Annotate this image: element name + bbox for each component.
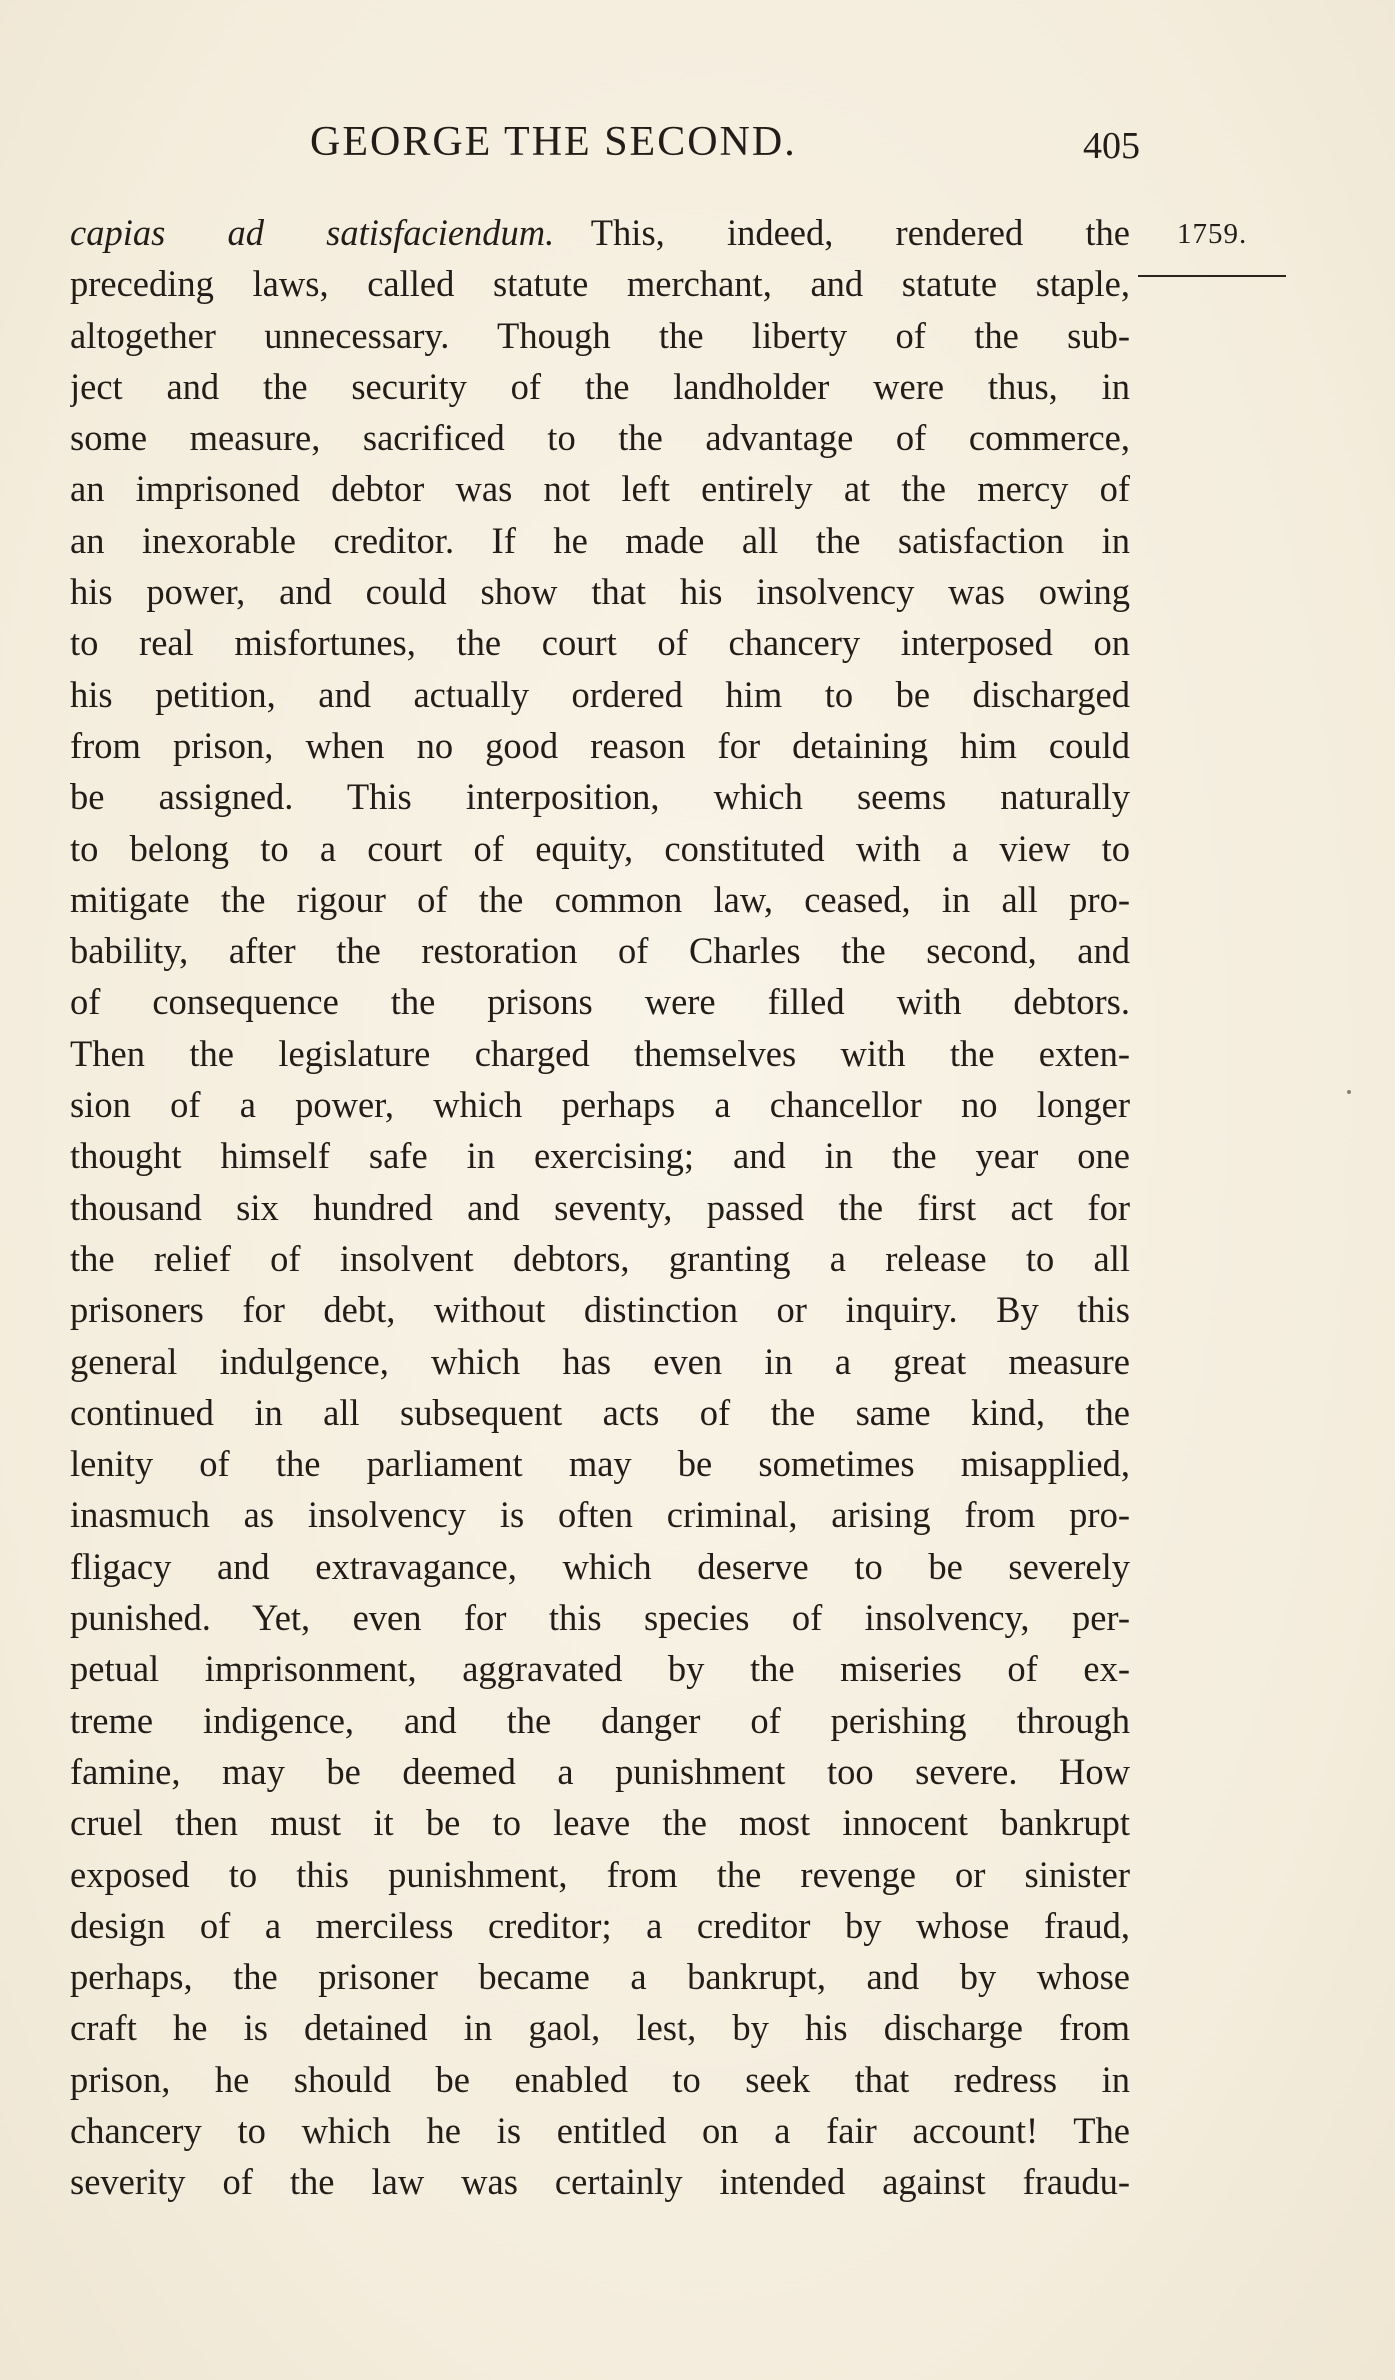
text-line: famine, may be deemed a punishment too severe. How — [70, 1750, 1130, 1792]
text-line: craft he is detained in gaol, lest, by his discharge from — [70, 2007, 1130, 2049]
text-line-1-rest: This, indeed, rendered the — [590, 212, 1130, 253]
text-line: severity of the law was certainly intended against fraudu- — [70, 2161, 1130, 2203]
text-line: lenity of the parliament may be sometimes misapplied, — [70, 1443, 1130, 1485]
text-line: preceding laws, called statute merchant, and statute staple, — [70, 263, 1130, 305]
text-line: of consequence the prisons were filled with debtors. — [70, 981, 1130, 1023]
text-line-1 — [70, 207, 1130, 258]
italic-phrase: capias ad satisfaciendum. — [70, 212, 555, 253]
text-line: petual imprisonment, aggravated by the miseries of ex- — [70, 1648, 1130, 1690]
text-line: general indulgence, which has even in a great measure — [70, 1340, 1130, 1382]
text-line: his petition, and actually ordered him to be discharged — [70, 673, 1130, 715]
text-line: mitigate the rigour of the common law, ceased, in all pro- — [70, 878, 1130, 920]
text-line: prisoners for debt, without distinction or inquiry. By this — [70, 1289, 1130, 1331]
paper-speck — [1347, 1090, 1351, 1094]
text-line: to real misfortunes, the court of chancery interposed on — [70, 622, 1130, 664]
text-line: ject and the security of the landholder were thus, in — [70, 365, 1130, 407]
text-line: thousand six hundred and seventy, passed the first act for — [70, 1186, 1130, 1228]
text-line: an inexorable creditor. If he made all the satisfaction in — [70, 519, 1130, 561]
text-line: some measure, sacrificed to the advantage of commerce, — [70, 417, 1130, 459]
text-line: from prison, when no good reason for detaining him could — [70, 724, 1130, 766]
running-title: GEORGE THE SECOND. — [310, 119, 797, 165]
page-number: 405 — [1083, 125, 1140, 167]
text-line: be assigned. This interposition, which seems naturally — [70, 776, 1130, 818]
text-line: thought himself safe in exercising; and in the year one — [70, 1135, 1130, 1177]
text-line: an imprisoned debtor was not left entirely at the mercy of — [70, 468, 1130, 510]
body-text — [70, 207, 1130, 2208]
text-line: fligacy and extravagance, which deserve to be severely — [70, 1545, 1130, 1587]
text-line: to belong to a court of equity, constituted with a view to — [70, 827, 1130, 869]
text-line: exposed to this punishment, from the revenge or sinister — [70, 1853, 1130, 1895]
text-line: inasmuch as insolvency is often criminal, arising from pro- — [70, 1494, 1130, 1536]
text-line: continued in all subsequent acts of the same kind, the — [70, 1391, 1130, 1433]
text-line: design of a merciless creditor; a creditor by whose fraud, — [70, 1904, 1130, 1946]
text-line: sion of a power, which perhaps a chancellor no longer — [70, 1084, 1130, 1126]
margin-year-note: 1759. — [1177, 218, 1248, 250]
text-line: Then the legislature charged themselves with the exten- — [70, 1032, 1130, 1074]
text-line: punished. Yet, even for this species of insolvency, per- — [70, 1597, 1130, 1639]
text-line: cruel then must it be to leave the most innocent bankrupt — [70, 1802, 1130, 1844]
text-line: altogether unnecessary. Though the liberty of the sub- — [70, 314, 1130, 356]
text-line: the relief of insolvent debtors, granting a release to all — [70, 1237, 1130, 1279]
text-line: his power, and could show that his insolvency was owing — [70, 571, 1130, 613]
text-line: perhaps, the prisoner became a bankrupt, and by whose — [70, 1956, 1130, 1998]
text-line: bability, after the restoration of Charles the second, and — [70, 930, 1130, 972]
text-line: prison, he should be enabled to seek that redress in — [70, 2058, 1130, 2100]
text-line: chancery to which he is entitled on a fair account! The — [70, 2109, 1130, 2151]
page-header — [310, 118, 1140, 178]
text-line: treme indigence, and the danger of perishing through — [70, 1699, 1130, 1741]
margin-rule — [1138, 275, 1286, 277]
